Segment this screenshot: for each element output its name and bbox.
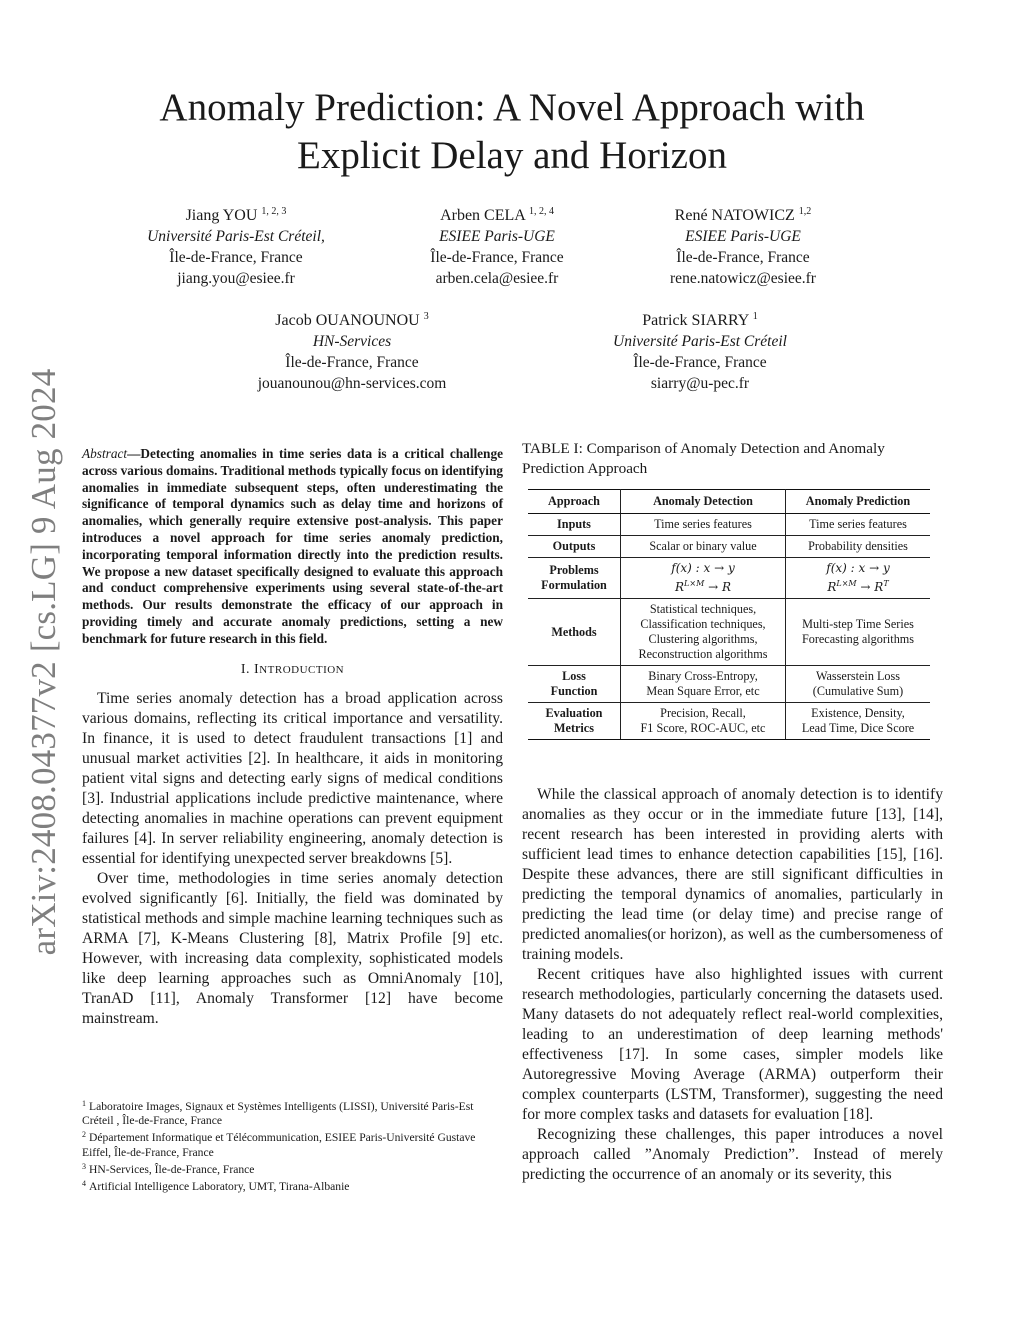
author-affiliation-marks: 1 — [752, 311, 758, 322]
author-email: jouanounou@hn-services.com — [257, 375, 447, 392]
author-affiliation-marks: 1,2 — [798, 206, 812, 217]
body-paragraph: Over time, methodologies in time series anomaly detection evolved significantly [6]. Initially, the field was dominated by statistical methods and simple machine learning techniques such as ARMA [7], K-Means Clustering [8], Matrix Profile [9] etc. However, with increasing data complexity, sophisticated models like deep learning approaches such as OmniAnomaly [10], TranAD [11], Anomaly Transformer [12] have become mainstream. — [82, 869, 503, 1027]
footnotes — [82, 1097, 503, 1194]
author-location: Île-de-France, France — [169, 249, 303, 266]
table-row — [528, 536, 930, 558]
left-column — [82, 446, 503, 1029]
comparison-table — [528, 489, 930, 740]
author-affiliation-marks: 3 — [423, 311, 429, 322]
detection-cell — [621, 558, 786, 599]
table-row — [528, 514, 930, 536]
paper-title — [0, 84, 1024, 180]
formula-space: $R^{L\times M} \to R$ — [675, 579, 731, 594]
table-header-cell: Anomaly Detection — [621, 490, 786, 514]
abstract-text: —Detecting anomalies in time series data is a critical challenge across various domains. Traditional methods typically focus on identifying anomalies in immediate subsequent steps, often underestimating the significance of temporal dynamics such as delay time and horizons of anomalies, which generally require extensive post-analysis. This paper introduces a novel approach for time series anomaly prediction, incorporating temporal information directly into the prediction results. We propose a new dataset specifically designed to evaluate this approach and conduct comprehensive experiments using several state-of-the-art methods. Our results demonstrate the efficacy of our approach in providing timely and accurate anomaly predictions, setting a new benchmark for future research in this field. — [82, 446, 503, 646]
author-name: Arben CELA — [440, 207, 525, 224]
footnote: $^3$ HN-Services, Île-de-France, France — [82, 1161, 255, 1176]
title-line-1: Anomaly Prediction: A Novel Approach with — [159, 86, 865, 129]
author-name: René NATOWICZ — [674, 207, 795, 224]
row-label: Problems Formulation — [528, 558, 621, 599]
author-affiliation: ESIEE Paris-UGE — [685, 228, 801, 245]
author-email: arben.cela@esiee.fr — [435, 270, 559, 287]
abstract-label: Abstract — [82, 446, 128, 461]
abstract — [82, 446, 503, 648]
table-header-cell: Approach — [528, 490, 621, 514]
row-label: Loss Function — [528, 666, 621, 703]
author-block — [430, 201, 563, 289]
author-affiliation: ESIEE Paris-UGE — [439, 228, 555, 245]
author-affiliation: HN-Services — [312, 333, 392, 350]
detection-cell: Scalar or binary value — [621, 536, 786, 558]
author-location: Île-de-France, France — [285, 354, 419, 371]
author-affiliation: Université Paris-Est Créteil, — [147, 228, 325, 245]
table-row — [528, 666, 930, 703]
table-header-row — [528, 490, 930, 514]
footnote: $^2$ Département Informatique et Télécommunication, ESIEE Paris-Université Gustave Eiffel, Île-de-France, France — [82, 1130, 476, 1159]
row-label: Evaluation Metrics — [528, 703, 621, 740]
detection-cell: Precision, Recall, F1 Score, ROC-AUC, etc — [621, 703, 786, 740]
footnote: $^4$ Artificial Intelligence Laboratory, UMT, Tirana-Albanie — [82, 1179, 350, 1194]
table-row — [528, 558, 930, 599]
detection-cell: Time series features — [621, 514, 786, 536]
author-location: Île-de-France, France — [430, 249, 564, 266]
prediction-cell: Wasserstein Loss (Cumulative Sum) — [786, 666, 931, 703]
body-paragraph: While the classical approach of anomaly detection is to identify anomalies as they occur or in the immediate future [13], [14], recent research has been interested in providing alerts with sufficient lead times to enhance detection capabilities [15], [16]. Despite these advances, there are still significant difficulties in predicting the temporal dynamics of anomalies, particularly in predicting the lead time (or delay time) and precise range of predicted anomalies(or horizon), as well as the cumbersomeness of training models. — [522, 786, 943, 963]
formula-space: $R^{L\times M} \to R^T$ — [827, 579, 889, 594]
author-affiliation: Université Paris-Est Créteil — [613, 333, 787, 350]
table-row — [528, 703, 930, 740]
author-name: Jacob OUANOUNOU — [275, 312, 420, 329]
author-block — [147, 201, 325, 289]
author-location: Île-de-France, France — [633, 354, 767, 371]
author-block — [613, 306, 787, 394]
author-email: rene.natowicz@esiee.fr — [670, 270, 816, 287]
detection-cell: Statistical techniques, Classification techniques, Clustering algorithms, Reconstruction algorithms — [621, 599, 786, 666]
table-header-cell: Anomaly Prediction — [786, 490, 931, 514]
author-affiliation-marks: 1, 2, 4 — [528, 206, 554, 217]
table-caption: TABLE I: Comparison of Anomaly Detection and Anomaly Prediction Approach — [522, 440, 885, 477]
author-name: Patrick SIARRY — [642, 312, 749, 329]
row-label: Methods — [528, 599, 621, 666]
row-label: Outputs — [528, 536, 621, 558]
detection-cell: Binary Cross-Entropy, Mean Square Error, etc — [621, 666, 786, 703]
prediction-cell: Existence, Density, Lead Time, Dice Score — [786, 703, 931, 740]
formula-mapping: f(x) : x → y — [671, 561, 735, 575]
section-title-initial: I — [254, 661, 260, 677]
section-heading — [82, 660, 503, 680]
body-paragraph: Recognizing these challenges, this paper introduces a novel approach called ”Anomaly Prediction”. Instead of merely predicting the occurrence of an anomaly or its severity, this — [522, 1126, 943, 1183]
title-line-2: Explicit Delay and Horizon — [297, 134, 727, 177]
prediction-cell: Time series features — [786, 514, 931, 536]
table-row — [528, 599, 930, 666]
section-number: I. — [240, 661, 251, 677]
formula-mapping: f(x) : x → y — [826, 561, 890, 575]
author-block — [258, 306, 447, 394]
right-column — [522, 785, 943, 1185]
author-email: siarry@u-pec.fr — [650, 375, 750, 392]
author-affiliation-marks: 1, 2, 3 — [261, 206, 287, 217]
footnote: $^1$ Laboratoire Images, Signaux et Systèmes Intelligents (LISSI), Université Paris-Est Créteil , Île-de-France, France — [82, 1099, 474, 1128]
row-label: Inputs — [528, 514, 621, 536]
author-name: Jiang YOU — [185, 207, 258, 224]
author-location: Île-de-France, France — [676, 249, 810, 266]
author-email: jiang.you@esiee.fr — [177, 270, 295, 287]
body-paragraph: Recent critiques have also highlighted issues with current research methodologies, particularly concerning the datasets used. Many datasets do not adequately reflect real-world complexities, leading to an underestimation of deep learning methods' effectiveness [17]. In some cases, simpler models like Autoregressive Moving Average (ARMA) outperform their complex counterparts (LSTM, Transformer), suggesting the need for more complex tasks and datasets for evaluation [18]. — [522, 966, 943, 1123]
body-paragraph: Time series anomaly detection has a broad application across various domains, reflecting its critical importance and versatility. In finance, it is used to detect fraudulent transactions [1] and unusual market activities [2]. In healthcare, it aids in monitoring patient vital signs and detecting early signs of medical conditions [3]. Industrial applications include predictive maintenance, where detecting anomalies in machine operations can prevent equipment failures [4]. In server reliability engineering, anomaly detection is essential for identifying unexpected server breakdowns [5]. — [82, 689, 503, 867]
section-title-rest: NTRODUCTION — [259, 663, 345, 676]
prediction-cell: Multi-step Time Series Forecasting algorithms — [786, 599, 931, 666]
author-block — [670, 201, 816, 289]
arxiv-identifier: arXiv:2408.04377v2 [cs.LG] 9 Aug 2024 — [24, 368, 63, 956]
prediction-cell — [786, 558, 931, 599]
prediction-cell: Probability densities — [786, 536, 931, 558]
